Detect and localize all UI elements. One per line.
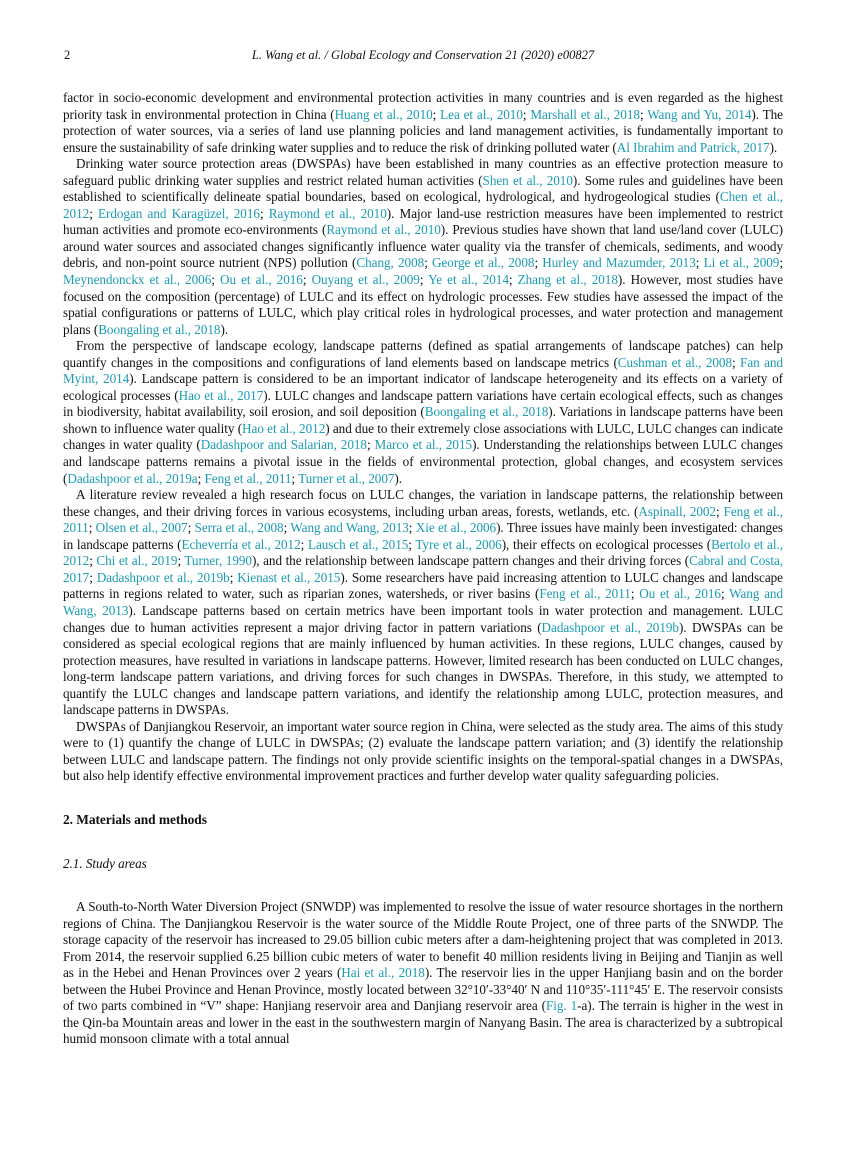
text-run: ; — [419, 272, 429, 288]
text-run: ). Landscape pattern is considered to be an important indicator of landscape heterogeneity and its effects on a variety of ecological processes ( — [63, 371, 783, 403]
text-run: ; — [283, 520, 291, 536]
citation-link[interactable]: Hurley and Mazumder, 2013 — [542, 255, 696, 271]
text-run: ; — [408, 520, 416, 536]
text-run: ; — [302, 272, 312, 288]
text-run: ). — [769, 139, 778, 155]
text-run: ). Variations in landscape patterns have been shown to influence water quality ( — [63, 404, 783, 436]
citation-link[interactable]: Meynendonckx et al., 2006 — [63, 272, 212, 288]
citation-link[interactable]: Chen et al., 2012 — [63, 189, 783, 221]
citation-link[interactable]: Erdogan and Karagüzel, 2016 — [98, 205, 260, 221]
citation-link[interactable]: Tyre et al., 2006 — [415, 536, 502, 552]
section-heading: 2. Materials and methods — [63, 811, 207, 827]
text-run: ; — [720, 586, 730, 602]
citation-link[interactable]: Turner et al., 2007 — [298, 470, 395, 486]
text-run: ; — [408, 536, 416, 552]
text-run: ). — [220, 321, 229, 337]
text-run: ; — [197, 470, 205, 486]
paragraph — [63, 156, 783, 338]
citation-link[interactable]: Aspinall, 2002 — [638, 503, 716, 519]
text-run: ; — [695, 255, 704, 271]
text-run: ; — [291, 470, 299, 486]
text-run: ). Previous studies have shown that land use/land cover (LULC) around water sources and associated changes significantly influence water quality via the transfer of chemicals, sediments, and woody debris, and non-point source nutrient (NPS) pollution ( — [63, 222, 783, 271]
text-run: ; — [715, 503, 724, 519]
text-run: ; — [229, 569, 238, 585]
paragraph — [63, 338, 783, 487]
text-run: From the perspective of landscape ecology, landscape patterns (defined as spatial arrangements of landscape patches) can help quantify changes in the compositions and configurations of land elements based on landscape metrics ( — [63, 338, 783, 370]
citation-link[interactable]: Raymond et al., 2010 — [326, 222, 441, 238]
citation-link[interactable]: Olsen et al., 2007 — [95, 520, 188, 536]
citation-link[interactable]: Lea et al., 2010 — [440, 106, 523, 122]
citation-link[interactable]: Marco et al., 2015 — [374, 437, 473, 453]
citation-link[interactable]: Lausch et al., 2015 — [307, 536, 409, 552]
text-run: ), their effects on ecological processes ( — [501, 536, 712, 552]
text-run: ; — [300, 536, 308, 552]
text-run: ). Some researchers have paid increasing attention to LULC changes and landscape patterns in regions related to water, such as riparian zones, watersheds, or river basins ( — [63, 569, 783, 602]
citation-link[interactable]: Ou et al., 2016 — [639, 586, 721, 602]
article-content — [63, 90, 783, 1048]
text-run: factor in socio-economic development and environmental protection activities in many countries and is even regarded as the highest priority task in environmental protection in China ( — [63, 90, 783, 122]
text-run: ; — [259, 205, 269, 221]
text-run: ; — [522, 106, 531, 122]
citation-link[interactable]: Ye et al., 2014 — [428, 272, 509, 288]
text-run: ). — [394, 470, 403, 486]
text-run: ; — [366, 437, 375, 453]
citation-link[interactable]: Boongaling et al., 2018 — [98, 321, 221, 337]
text-run: Drinking water source protection areas (DWSPAs) have been established in many countries as an effective protection measure to safeguard public drinking water supplies and restrict related human activities ( — [63, 156, 783, 188]
citation-link[interactable]: Kienast et al., 2015 — [237, 569, 341, 585]
text-run: ; — [89, 205, 98, 221]
citation-link[interactable]: Li et al., 2009 — [703, 255, 780, 271]
text-run: DWSPAs of Danjiangkou Reservoir, an important water source region in China, were selected as the study area. The aims of this study were to (1) quantify the change of LULC in DWSPAs; (2) evaluate the landscape pattern variation; and (3) identify the relationship between LULC and landscape pattern. The findings not only provide scientific insights on the temporal-spatial changes in a DWSPAs, but also help identify effective environmental improvement practices and further develop water quality safeguarding policies. — [63, 718, 783, 784]
citation-link[interactable]: Shen et al., 2010 — [482, 172, 573, 188]
text-run: ; — [630, 586, 640, 602]
text-run: ) and due to their extremely close associations with LULC, LULC changes can indicate changes in water quality ( — [63, 420, 783, 453]
citation-link[interactable]: Ouyang et al., 2009 — [311, 272, 420, 288]
citation-link[interactable]: Serra et al., 2008 — [194, 520, 284, 536]
citation-link[interactable]: Raymond et al., 2010 — [268, 205, 387, 221]
citation-link[interactable]: Feng et al., 2011 — [63, 503, 783, 536]
text-run: ; — [211, 272, 220, 288]
citation-link[interactable]: Hai et al., 2018 — [341, 965, 425, 981]
text-run: ; — [177, 553, 185, 569]
citation-link[interactable]: Dadashpoor and Salarian, 2018 — [200, 437, 367, 453]
text-run: -a). The terrain is higher in the west in the Qin-ba Mountain areas and lower in the east in the southwestern margin of Nanyang Basin. The area is characterized by a subtropical humid monsoon climate with a total annual — [63, 998, 783, 1047]
text-run: ; — [424, 255, 433, 271]
citation-link[interactable]: Wang and Yu, 2014 — [647, 106, 752, 122]
subsection-heading: 2.1. Study areas — [63, 855, 147, 871]
citation-link[interactable]: George et al., 2008 — [432, 255, 535, 271]
citation-link[interactable]: Boongaling et al., 2018 — [424, 404, 549, 420]
citation-link[interactable]: Dadashpoor et al., 2019b — [96, 569, 230, 585]
text-run: ). Three issues have mainly been investigated: changes in landscape patterns ( — [63, 520, 783, 552]
text-run: ; — [187, 520, 195, 536]
paragraph — [63, 487, 783, 719]
citation-link[interactable]: Marshall et al., 2018 — [530, 106, 640, 122]
citation-link[interactable]: Wang and Wang, 2013 — [63, 586, 784, 618]
citation-link[interactable]: Zhang et al., 2018 — [517, 272, 618, 288]
text-run: ). However, most studies have focused on the composition (percentage) of LULC and its effect on hydrologic processes. Few studies have assessed the impact of the spatial configurations or patterns of LULC, which play critical roles in hydrological processes, and water protection and management plans ( — [63, 272, 784, 337]
text-run: ; — [639, 106, 648, 122]
text-run: ). Major land-use restriction measures have been implemented to restrict human activities and promote eco-environments ( — [63, 205, 783, 238]
text-run: ). Some rules and guidelines have been established to scientifically delineate spatial boundaries, based on ecological, hydrological, and hydrogeological studies ( — [63, 172, 784, 205]
text-run: ). LULC changes and landscape pattern variations have certain ecological effects, such as changes in biodiversity, habitat availability, soil erosion, and soil deposition ( — [63, 387, 783, 420]
citation-link[interactable]: Bertolo et al., 2012 — [63, 536, 783, 569]
citation-link[interactable]: Fan and Myint, 2014 — [63, 354, 783, 387]
citation-link[interactable]: Al Ibrahim and Patrick, 2017 — [616, 139, 770, 155]
running-title: L. Wang et al. / Global Ecology and Conservation 21 (2020) e00827 — [251, 48, 595, 62]
citation-link[interactable]: Dadashpoor et al., 2019b — [541, 619, 679, 635]
text-run: ). DWSPAs can be considered as special ecological regions that are mainly influenced by human activities. In these regions, LULC changes, caused by protection measures, have resulted in variations in landscape patterns. However, limited research has been conducted on LULC changes, long-term landscape pattern variations, and driving forces for such changes in DWSPAs. Therefore, in this study, we attempted to quantify the LULC changes and landscape pattern variations, and identify the relationship among LULC, protection measures, and landscape patterns in DWSPAs. — [63, 619, 783, 718]
citation-link[interactable]: Cushman et al., 2008 — [617, 354, 733, 370]
citation-link[interactable]: Hao et al., 2012 — [242, 420, 326, 436]
text-run: ; — [779, 255, 783, 271]
citation-link[interactable]: Echeverría et al., 2012 — [181, 536, 301, 552]
text-run: ; — [432, 106, 441, 122]
citation-link[interactable]: Wang and Wang, 2013 — [290, 520, 409, 536]
text-run: A South-to-North Water Diversion Project (SNWDP) was implemented to resolve the issue of water resource shortages in the northern regions of China. The Danjiangkou Reservoir is the water source of the Middle Route Project, one of three parts of the SNWDP. The storage capacity of the reservoir has increased to 29.05 billion cubic meters after a dam-heightening project that was completed in 2013. From 2014, the reservoir supplied 6.25 billion cubic meters of water to benefit 40 million residents living in Beijing and Tianjin as well as in the Hebei and Henan Provinces over 2 years ( — [63, 899, 783, 981]
citation-link[interactable]: Chi et al., 2019 — [96, 553, 178, 569]
citation-link[interactable]: Huang et al., 2010 — [334, 106, 433, 122]
text-run: ; — [89, 553, 97, 569]
citation-link[interactable]: Chang, 2008 — [356, 255, 425, 271]
page-header — [63, 48, 783, 63]
text-run: ). The protection of water sources, via a series of land use planning policies and land management activities, is fundamentally important to ensure the sustainability of safe drinking water supplies and to reduce the risk of drinking polluted water ( — [63, 106, 783, 155]
citation-link[interactable]: Xie et al., 2006 — [415, 520, 497, 536]
text-run: ). Landscape patterns based on certain metrics have been important tools in water protection and management. LULC changes due to human activities represent a major driving factor in pattern variations ( — [63, 602, 783, 635]
citation-link[interactable]: Feng et al., 2011 — [204, 470, 292, 486]
page-number: 2 — [64, 48, 71, 62]
text-run: ; — [732, 354, 741, 370]
citation-link[interactable]: Hao et al., 2017 — [178, 387, 264, 403]
text-run: ), and the relationship between landscape pattern changes and their driving forces ( — [251, 553, 690, 569]
text-run: ; — [508, 272, 518, 288]
citation-link[interactable]: Turner, 1990 — [184, 553, 252, 569]
text-run: ; — [88, 520, 96, 536]
text-run: A literature review revealed a high research focus on LULC changes, the variation in landscape patterns, the relationship between these changes, and their driving forces in various ecosystems, including urban areas, forests, wetlands, etc. ( — [63, 487, 783, 519]
paragraph — [63, 90, 783, 156]
paragraph — [63, 719, 783, 785]
paragraph — [63, 899, 783, 1048]
citation-link[interactable]: Feng et al., 2011 — [539, 586, 631, 602]
citation-link[interactable]: Dadashpoor et al., 2019a — [67, 470, 198, 486]
text-run: ; — [89, 569, 97, 585]
text-run: ). The reservoir lies in the upper Hanjiang basin and on the border between the Hubei Province and Henan Province, mostly located between 32°10′-33°40′ N and 110°35′-111°45′ E. The reservoir consists of two parts combined in “V” shape: Hanjiang reservoir area and Danjiang reservoir area ( — [63, 965, 783, 1014]
citation-link[interactable]: Fig. 1 — [545, 998, 578, 1014]
text-run: ; — [534, 255, 543, 271]
citation-link[interactable]: Ou et al., 2016 — [220, 272, 303, 288]
text-run: ). Understanding the relationships between LULC changes and landscape patterns remains a pivotal issue in the fields of environmental protection, global changes, and ecosystem services ( — [63, 437, 783, 486]
citation-link[interactable]: Cabral and Costa, 2017 — [63, 553, 783, 585]
